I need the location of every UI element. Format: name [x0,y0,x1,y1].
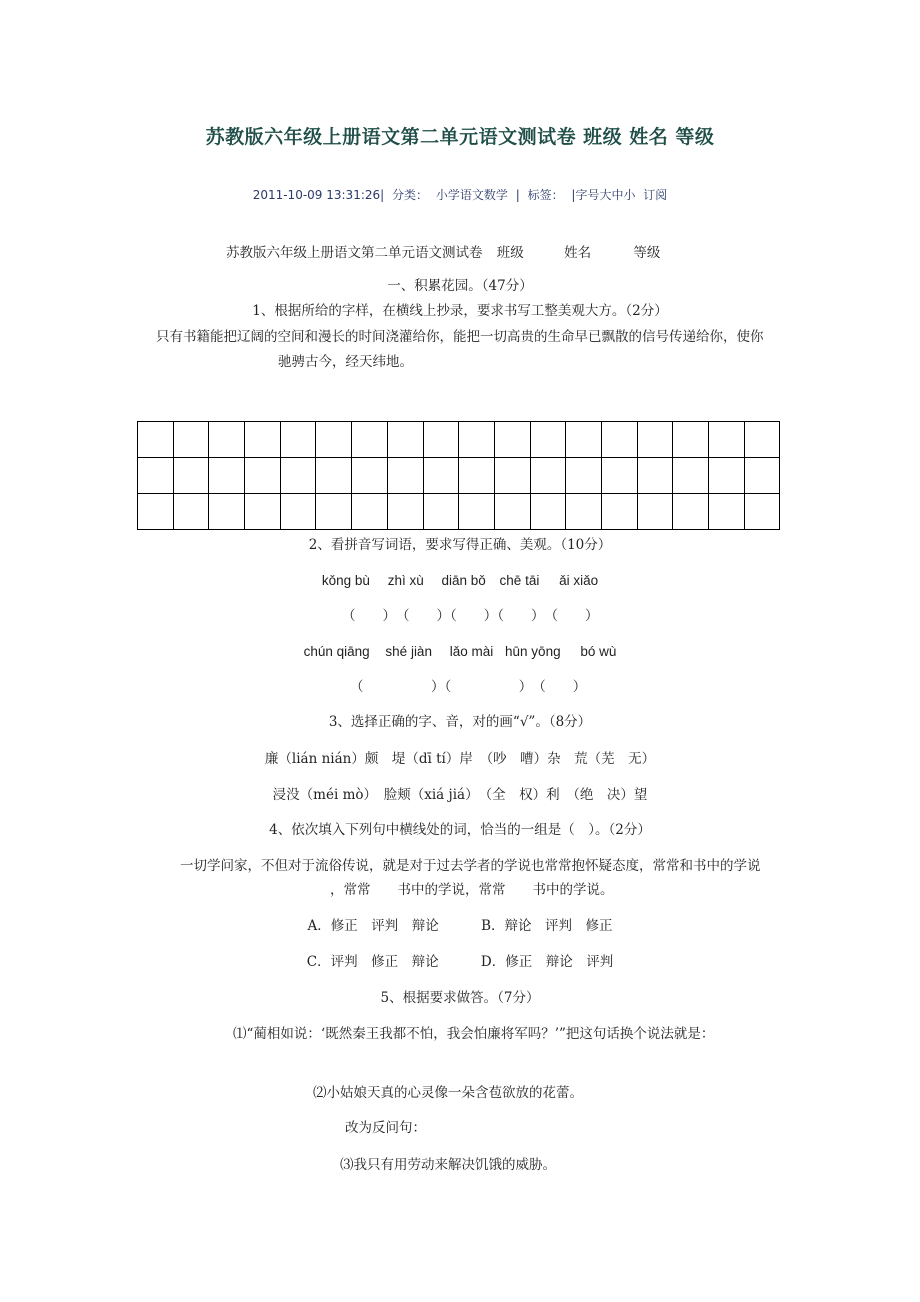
grid-cell[interactable] [352,422,388,458]
grid-cell[interactable] [138,458,174,494]
q4-prompt: 4、依次填入下列句中横线处的词，恰当的一组是（ ）。（2分） [269,822,651,838]
grid-cell[interactable] [459,458,495,494]
grid-cell[interactable] [459,494,495,530]
grid-cell[interactable] [245,458,281,494]
meta-separator: | [515,188,520,202]
grid-cell[interactable] [352,494,388,530]
pinyin-item: lǎo mài [449,644,494,659]
grid-cell[interactable] [281,422,317,458]
grid-cell[interactable] [566,458,602,494]
grid-cell[interactable] [424,422,460,458]
grid-cell[interactable] [602,458,638,494]
grid-cell[interactable] [388,458,424,494]
q1-text-line1: 只有书籍能把辽阔的空间和漫长的时间浇灌给你，能把一切高贵的生命早已飘散的信号传递给你，使你 [156,329,764,345]
pinyin-item: chún qiānɡ [303,644,370,659]
grid-cell[interactable] [495,494,531,530]
subscribe-link[interactable]: 订阅 [643,188,668,202]
q3-prompt: 3、选择正确的字、音，对的画“√”。（8分） [328,714,592,730]
grid-cell[interactable] [566,422,602,458]
grid-cell[interactable] [174,458,210,494]
post-date: 2011-10-09 13:31:26| [252,188,385,202]
grid-cell[interactable] [281,494,317,530]
grid-cell[interactable] [495,422,531,458]
answer-parens-row-2[interactable]: （ ）（ ） （ ） [350,679,587,695]
grid-cell[interactable] [673,458,709,494]
q5-item-1: ⑴“蔺相如说：‘既然秦王我都不怕，我会怕廉将军吗？’”把这句话换个说法就是： [233,1026,715,1042]
q5-item-2: ⑵小姑娘天真的心灵像一朵含苞欲放的花蕾。 [313,1085,583,1101]
grid-cell[interactable] [673,494,709,530]
grid-cell[interactable] [638,458,674,494]
q5-item-2-requirement: 改为反问句： [345,1120,426,1136]
grid-cell[interactable] [745,422,781,458]
grid-cell[interactable] [638,422,674,458]
grid-cell[interactable] [709,422,745,458]
grid-cell[interactable] [745,458,781,494]
grid-cell[interactable] [138,422,174,458]
grid-cell[interactable] [495,458,531,494]
q1-text-line2: 驰骋古今，经天纬地。 [278,354,413,370]
grid-cell[interactable] [174,494,210,530]
grid-cell[interactable] [602,422,638,458]
category-label: 分类： [392,188,429,202]
grid-cell[interactable] [673,422,709,458]
answer-parens-row-1[interactable]: （ ） （ ）（ ）（ ） （ ） [342,608,599,624]
option-b[interactable]: B．辩论 评判 修正 [481,918,613,934]
exam-subtitle: 苏教版六年级上册语文第二单元语文测试卷 [226,245,483,261]
page-title: 苏教版六年级上册语文第二单元语文测试卷 班级 姓名 等级 [205,126,715,148]
grid-cell[interactable] [566,494,602,530]
grid-cell[interactable] [209,422,245,458]
grid-cell[interactable] [316,422,352,458]
grid-cell[interactable] [424,494,460,530]
grid-cell[interactable] [531,458,567,494]
pinyin-item: kǒnɡ bù [321,573,370,588]
pinyin-row-2 [0,643,920,661]
grid-cell[interactable] [245,494,281,530]
pinyin-item: ǎi xiǎo [559,573,599,588]
tags-label: 标签： [527,188,564,202]
grid-cell[interactable] [709,458,745,494]
grid-cell[interactable] [209,458,245,494]
grid-cell[interactable] [352,458,388,494]
font-size-control[interactable]: |字号大中小 [571,188,636,202]
pinyin-item: diān bǒ [441,573,486,588]
q5-item-3: ⑶我只有用劳动来解决饥饿的威胁。 [340,1157,556,1173]
grid-cell[interactable] [602,494,638,530]
grid-cell[interactable] [709,494,745,530]
pinyin-row-1 [0,572,920,590]
pinyin-item: hūn yōnɡ [505,644,561,659]
class-label: 班级 [496,245,524,261]
q2-prompt: 2、看拼音写词语，要求写得正确、美观。（10分） [308,537,612,553]
grid-cell[interactable] [459,422,495,458]
grid-cell[interactable] [245,422,281,458]
option-c[interactable]: C．评判 修正 辩论 [306,954,439,970]
pinyin-item: chē tāi [499,573,540,588]
option-d[interactable]: D．修正 辩论 评判 [480,954,614,970]
q3-line-2: 浸没（méi mò） 脸颊（xiá jiá） （全 权）利 （绝 决）望 [272,787,648,803]
post-meta [0,186,920,203]
grid-cell[interactable] [281,458,317,494]
grid-cell[interactable] [388,494,424,530]
grid-cell[interactable] [316,458,352,494]
q4-options-row-1 [0,917,920,935]
writing-grid[interactable] [137,421,780,530]
pinyin-item: zhì xù [387,573,424,588]
q1-prompt: 1、根据所给的字样，在横线上抄录，要求书写工整美观大方。（2分） [252,303,668,319]
grid-cell[interactable] [531,494,567,530]
grid-cell[interactable] [388,422,424,458]
q4-options-row-2 [0,953,920,971]
grid-cell[interactable] [424,458,460,494]
option-a[interactable]: A．修正 评判 辩论 [307,918,439,934]
q4-sentence-line2: ，常常 书中的学说，常常 书中的学说。 [330,882,614,898]
grid-cell[interactable] [316,494,352,530]
grade-label: 等级 [633,245,661,261]
pinyin-item: bó wù [580,644,617,659]
part1-heading: 一、积累花园。（47分） [387,278,533,294]
grid-cell[interactable] [531,422,567,458]
name-label: 姓名 [564,245,592,261]
grid-cell[interactable] [745,494,781,530]
grid-cell[interactable] [138,494,174,530]
q5-prompt: 5、根据要求做答。（7分） [380,990,540,1006]
q3-line-1: 廉（lián nián）颇 堤（dī tí）岸 （吵 嘈）杂 荒（芜 无） [264,751,656,767]
grid-cell[interactable] [209,494,245,530]
grid-cell[interactable] [638,494,674,530]
q4-sentence-line1: 一切学问家，不但对于流俗传说，就是对于过去学者的学说也常常抱怀疑态度，常常和书中的学说 [180,858,761,874]
category-link[interactable]: 小学语文数学 [435,188,508,202]
exam-subtitle-line [226,244,660,262]
pinyin-item: shé jiàn [385,644,432,659]
grid-cell[interactable] [174,422,210,458]
